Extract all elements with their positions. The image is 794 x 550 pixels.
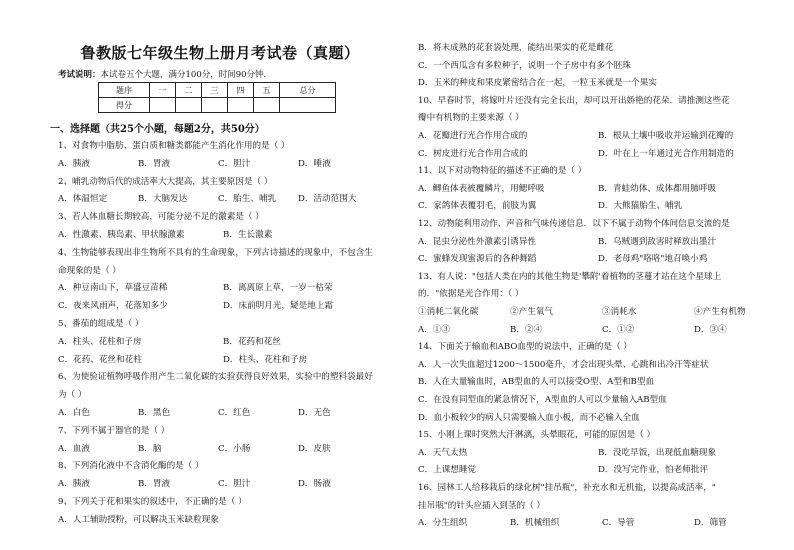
score-cell [150, 98, 176, 113]
answer-options [58, 478, 378, 490]
answer-options [58, 193, 378, 205]
answer-option: B．青蛙幼体、成体都用肺呼吸 [598, 183, 717, 194]
answer-option: A．性激素、胰岛素、甲状腺激素 [58, 230, 185, 240]
answer-options [58, 229, 388, 241]
answer-option: D．老母鸡"咯咯"地召唤小鸡 [598, 254, 708, 265]
question-line: 挂吊瓶"的针头应插入到茎的（ ） [418, 500, 545, 511]
answer-option: ③消耗水 [602, 307, 637, 317]
score-cell [228, 98, 254, 113]
score-table [98, 82, 336, 113]
score-header-cell: 五 [254, 83, 280, 98]
score-cell [202, 98, 228, 113]
answer-option: A．体温恒定 [58, 194, 108, 205]
answer-options [418, 464, 778, 476]
answer-options [58, 158, 378, 170]
answer-option: A．种豆南山下，草盛豆苗稀 [58, 283, 168, 294]
score-header-cell: 四 [228, 83, 254, 98]
answer-options [418, 130, 778, 142]
answer-options [418, 183, 778, 195]
answer-option: D．柱头、花柱和子房 [223, 354, 308, 365]
answer-option: D．唾液 [298, 158, 331, 169]
answer-option: A．花瓣进行光合作用合成的 [418, 131, 528, 141]
answer-option: C．夜来风雨声，花落知多少 [58, 301, 168, 312]
answer-options [58, 407, 378, 419]
answer-options [418, 447, 778, 459]
answer-option: C．花药、花丝和花柱 [58, 354, 142, 365]
answer-option: A．鲫鱼体表被覆鳞片，用鳃呼吸 [418, 183, 545, 194]
answer-option: A．白色 [58, 408, 90, 418]
answer-option: D．床前明月光，疑是地上霜 [223, 301, 334, 312]
answer-option: C．导管 [602, 518, 635, 529]
answer-option: A．胰液 [58, 158, 90, 169]
answer-option: C．红色 [218, 408, 251, 418]
answer-options [418, 517, 786, 529]
question-line: 16、园林工人给移栽后的绿化树"挂吊瓶"，补充水和无机盐，以提高成活率，" [418, 483, 716, 493]
page-title: 鲁教版七年级生物上册月考试卷（真题） [80, 44, 360, 62]
exam-note [58, 68, 272, 80]
question-line: 4、生物能够表现出非生物所不具有的生命现象，下列古诗描述的现象中，不包含生 [58, 247, 373, 258]
section-heading: 一、选择题（共25个小题，每题2分，共50分） [50, 124, 265, 135]
answer-option: B．没吃早饭，出现低血糖现象 [598, 447, 717, 458]
answer-option: B．离离原上草，一岁一枯荣 [223, 283, 333, 294]
answer-option: C．①② [602, 324, 635, 335]
question-line: 6、为使验证植物呼吸作用产生二氧化碳的实验获得良好效果，实验中的塑料袋最好 [58, 372, 373, 383]
score-header-cell: 三 [202, 83, 228, 98]
answer-option: D．大熊猫胎生、哺乳 [598, 201, 683, 212]
note-label: 考试说明： [58, 70, 101, 80]
answer-option: B．脑 [138, 443, 162, 454]
answer-options [418, 200, 778, 212]
question-line: 为（ ） [58, 390, 87, 401]
question-line: B．人在大量输血时，AB型血的人可以接受O型、A型和B型血 [418, 377, 655, 388]
score-cell [280, 98, 336, 113]
score-header-cell: 题序 [99, 83, 150, 98]
question-line: 3、若人体血糖长期较高，可能分泌不足的激素是（ ） [58, 212, 264, 223]
score-row-label: 得分 [99, 98, 150, 113]
question-line: C．一个西瓜含有多粒种子，说明一个子房中有多个胚珠 [418, 60, 631, 71]
question-line: 14、下面关于输血和ABO血型的说法中，正确的是（ ） [418, 342, 632, 353]
answer-option: B．胃液 [138, 158, 171, 169]
score-table-score-row [99, 98, 336, 113]
answer-options [418, 236, 778, 248]
answer-option: C．胆汁 [218, 158, 251, 169]
answer-options [58, 336, 388, 348]
answer-options [418, 324, 786, 336]
answer-option: B．生长激素 [223, 230, 273, 240]
answer-options [58, 282, 388, 294]
answer-option: A．胰液 [58, 479, 90, 490]
answer-options [58, 300, 388, 312]
question-line: 15、小刚上课时突然大汗淋漓，头晕眼花，可能的原因是（ ） [418, 430, 656, 441]
question-line: A．人一次失血超过1200～1500毫升，才会出现头晕、心跳和出冷汗等症状 [418, 359, 709, 370]
answer-option: C．胆汁 [218, 479, 251, 490]
question-line: B．将未成熟的花套袋处理，能结出果实的花是雌花 [418, 43, 614, 53]
answer-options [58, 354, 388, 366]
answer-option: ①消耗二氧化碳 [418, 307, 479, 317]
question-line: 命现象的是（ ） [58, 265, 121, 276]
answer-option: D．叶在上一年通过光合作用制造的 [598, 148, 734, 159]
answer-option: D．肠液 [298, 479, 331, 490]
score-cell [176, 98, 202, 113]
score-header-cell: 二 [176, 83, 202, 98]
question-line: 的．"依据是光合作用：（ ） [418, 289, 524, 300]
answer-option: C．家鸽体表覆羽毛，前肢为翼 [418, 201, 537, 212]
answer-options [58, 443, 378, 455]
answer-option: B．机械组织 [510, 518, 560, 529]
answer-option: D．③④ [694, 324, 727, 335]
answer-option: B．乌贼遇到敌害时释放出墨汁 [598, 236, 717, 247]
score-table-header-row [99, 83, 336, 98]
answer-option: B．②④ [510, 324, 543, 335]
answer-option: ④产生有机物 [694, 307, 746, 317]
note-text: 本试卷五个大题，满分100分，时间90分钟． [100, 70, 273, 80]
question-line: 9、下列关于花和果实的叙述中，不正确的是（ ） [58, 497, 247, 507]
answer-options [418, 306, 786, 318]
answer-option: D．无色 [298, 408, 331, 418]
answer-option: A．血液 [58, 443, 90, 454]
question-line: 5、番茄的组成是（ ） [58, 319, 144, 329]
question-line: 7、下列不属于器官的是（ ） [58, 425, 170, 436]
answer-option: A．①③ [418, 324, 450, 335]
question-line: D．血小板较少的病人只需要输入血小板，而不必输入全血 [418, 412, 640, 423]
score-header-cell: 一 [150, 83, 176, 98]
answer-option: C．上课想睡觉 [418, 465, 477, 476]
answer-option: B．黑色 [138, 408, 171, 418]
question-line: 1、对食物中脂肪、蛋白质和糖类都能产生消化作用的是（ ） [58, 141, 290, 151]
answer-option: C．胎生、哺乳 [218, 194, 277, 205]
score-header-cell: 总分 [280, 83, 336, 98]
question-line: 13、有人说："包括人类在内的其他生物是'攀附'着植物的茎蔓才站在这个星球上 [418, 271, 722, 282]
question-line: 瓣中有机物的主要来源（ ） [418, 113, 524, 124]
answer-option: D．筛管 [694, 518, 727, 529]
question-line: 10、早春时节，将嫁叶片还没有完全长出，却可以开出娇艳的花朵．请推测这些花 [418, 95, 730, 106]
question-line: A．人工辅助授粉，可以解决玉米缺粒现象 [58, 514, 219, 525]
answer-option: B．大脑发达 [138, 194, 188, 205]
question-line: D．玉米的种皮和果皮紧密结合在一起，一粒玉米就是一个果实 [418, 78, 657, 89]
question-line: 2、哺乳动物后代的成活率大大提高，其主要原因是（ ） [58, 176, 273, 187]
answer-option: C．蜜蜂发现蜜源后的各种舞蹈 [418, 254, 537, 265]
answer-option: C．树皮进行光合作用合成的 [418, 148, 528, 159]
answer-option: D．皮肤 [298, 443, 331, 454]
score-cell [254, 98, 280, 113]
answer-options [418, 253, 778, 265]
answer-option: A．昆虫分泌性外激素引诱异性 [418, 236, 536, 247]
answer-option: B．胃液 [138, 479, 171, 490]
answer-option: D．没写完作业，怕老师批评 [598, 465, 709, 476]
question-line: 11、以下对动物特征的描述不正确的是（ ） [418, 166, 587, 177]
answer-option: A．分生组织 [418, 518, 468, 529]
answer-option: C．小肠 [218, 443, 251, 454]
question-line: 8、下列消化液中不含消化酶的是（ ） [58, 461, 204, 472]
question-line: C．在没有同型血的紧急情况下，A型血的人可以少量输入AB型血 [418, 395, 667, 405]
question-line: 12、动物能利用动作、声音和气味传递信息．以下不属于动物个体间信息交流的是 [418, 219, 730, 229]
answer-option: D．活动范围大 [298, 194, 357, 205]
answer-option: B．花药和花丝 [223, 336, 281, 347]
answer-option: B．根从土壤中吸收并运输到花瓣的 [598, 131, 734, 141]
answer-option: A．天气太热 [418, 447, 468, 458]
answer-option: ②产生氧气 [510, 307, 553, 317]
answer-option: A．柱头、花柱和子房 [58, 336, 142, 347]
answer-options [418, 148, 778, 160]
